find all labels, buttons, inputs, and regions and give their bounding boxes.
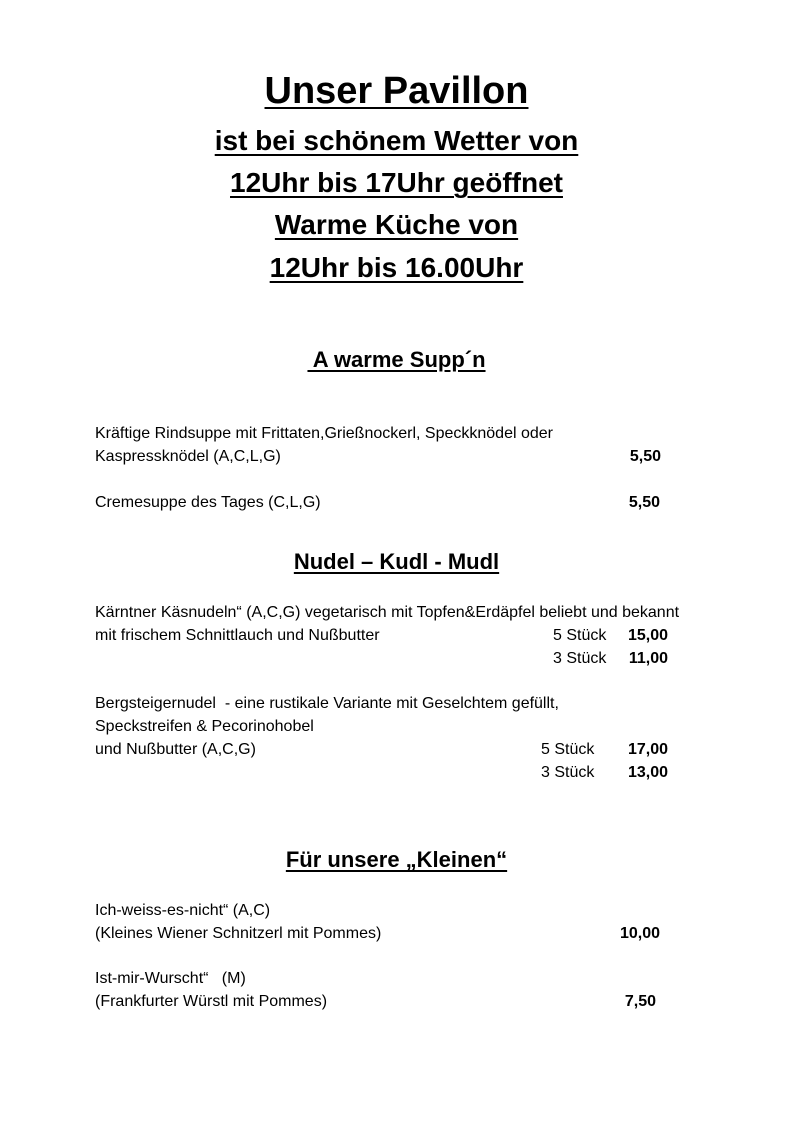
menu-item-description: Kräftige Rindsuppe mit Frittaten,Grießnockerl, Speckknödel oder [95, 425, 553, 442]
menu-item-description: und Nußbutter (A,C,G) [95, 741, 256, 758]
menu-item-description: (Frankfurter Würstl mit Pommes) [95, 993, 328, 1010]
menu-item-description: mit frischem Schnittlauch und Nußbutter [95, 627, 380, 644]
menu-item-price: 7,50 [624, 993, 656, 1010]
menu-item-price: 11,00 [628, 650, 668, 667]
menu-item-description: Kaspressknödel (A,C,L,G) [95, 448, 281, 465]
menu-item-description: (Kleines Wiener Schnitzerl mit Pommes) [95, 925, 382, 942]
menu-item-price: 10,00 [619, 925, 660, 942]
menu-item-description: Bergsteigernudel - eine rustikale Variante mit Geselchtem gefüllt, [95, 695, 559, 712]
header-line-4: 12Uhr bis 16.00Uhr [269, 252, 524, 283]
menu-item-price: 5,50 [629, 448, 661, 465]
menu-item-quantity: 5 Stück [541, 741, 595, 758]
menu-item-description: Kärntner Käsnudeln“ (A,C,G) vegetarisch mit Topfen&Erdäpfel beliebt und bekannt [95, 604, 680, 621]
menu-item-price: 15,00 [627, 627, 668, 644]
menu-item-description: Ich-weiss-es-nicht“ (A,C) [95, 902, 271, 919]
menu-item-quantity: 5 Stück [553, 627, 607, 644]
page-title: Unser Pavillon [264, 70, 529, 112]
menu-item-price: 17,00 [627, 741, 668, 758]
menu-item-quantity: 3 Stück [553, 650, 607, 667]
section-heading-soups: A warme Supp´n [307, 347, 486, 372]
section-heading-noodles: Nudel – Kudl - Mudl [293, 549, 500, 574]
header-line-1: ist bei schönem Wetter von [214, 125, 579, 156]
menu-item-quantity: 3 Stück [541, 764, 595, 781]
menu-item-description: Speckstreifen & Pecorinohobel [95, 718, 314, 735]
section-heading-kids: Für unsere „Kleinen“ [285, 847, 508, 872]
header-line-3: Warme Küche von [274, 209, 519, 240]
menu-item-price: 13,00 [627, 764, 668, 781]
header-line-2: 12Uhr bis 17Uhr geöffnet [230, 167, 563, 198]
menu-item-description: Ist-mir-Wurscht“ (M) [95, 970, 246, 987]
menu-item-description: Cremesuppe des Tages (C,L,G) [95, 494, 321, 511]
menu-item-price: 5,50 [628, 494, 660, 511]
